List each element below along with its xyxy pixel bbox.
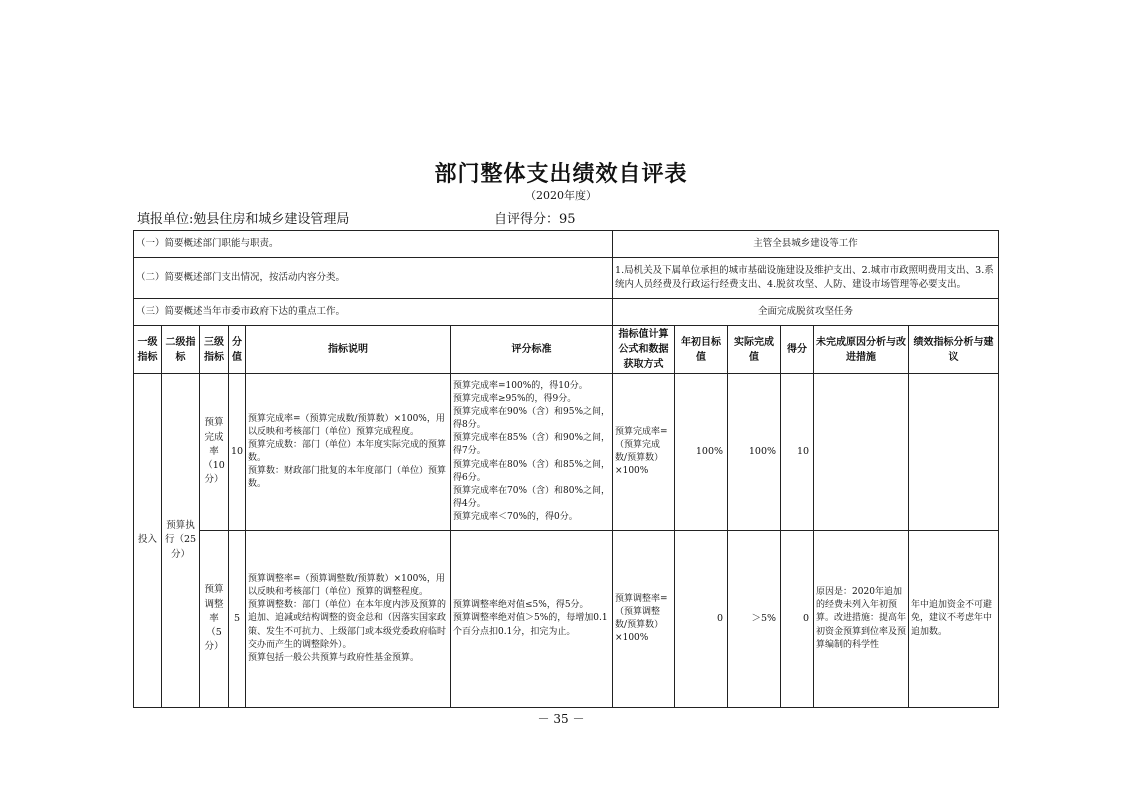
actual-cell: ＞5% [728,531,781,708]
criteria-cell: 预算完成率=100%的，得10分。 预算完成率≥95%的，得9分。 预算完成率在90%（含）和95%之间，得8分。 预算完成率在85%（含）和90%之间，得7分。 预算完成率在80%（含）和85%之间，得6分。 预算完成率在70%（含）和80%之间，得4分。 预算完成率＜70%的，得0分。 [451,374,613,531]
target-cell: 100% [675,374,728,531]
header-reason: 未完成原因分析与改进措施 [814,326,909,374]
header-criteria: 评分标准 [451,326,613,374]
formula-cell: 预算完成率=（预算完成数/预算数）×100% [613,374,675,531]
header-formula: 指标值计算公式和数据获取方式 [613,326,675,374]
page-subtitle: （2020年度） [525,189,597,202]
duty-label: （一）简要概述部门职能与职责。 [134,231,613,258]
reason-cell [814,374,909,531]
weight-cell: 5 [229,531,246,708]
evaluation-table [133,230,999,708]
desc-cell: 预算调整率=（预算调整数/预算数）×100%，用以反映和考核部门（单位）预算的调整程度。 预算调整数：部门（单位）在本年度内涉及预算的追加、追减或结构调整的资金总和（因落实国家政策、发生不可抗力、上级部门或本级党委政府临时交办而产生的调整除外）。 预算包括一般公共预算与政府性基金预算。 [246,531,451,708]
fill-unit: 填报单位:勉县住房和城乡建设管理局 [137,212,350,227]
header-level2: 二级指标 [162,326,200,374]
duty-value: 主管全县城乡建设等工作 [613,231,999,258]
table-row [134,231,999,258]
level3-cell: 预算完成率（10分） [200,374,229,531]
header-advice: 绩效指标分析与建议 [909,326,999,374]
page-title: 部门整体支出绩效自评表 [434,161,688,187]
actual-cell: 100% [728,374,781,531]
header-score: 得分 [781,326,814,374]
score-cell: 10 [781,374,814,531]
level2-cell: 预算执行（25分） [162,374,200,708]
table-header-row [134,326,999,374]
table-row [134,299,999,326]
level3-cell: 预算调整率（5分） [200,531,229,708]
criteria-cell: 预算调整率绝对值≤5%，得5分。 预算调整率绝对值＞5%的，每增加0.1个百分点扣0.1分，扣完为止。 [451,531,613,708]
page-number: － 35 － [537,712,585,726]
advice-cell: 年中追加资金不可避免，建议不考虑年中追加数。 [909,531,999,708]
table-row [134,374,999,531]
header-level1: 一级指标 [134,326,162,374]
formula-cell: 预算调整率=（预算调整数/预算数）×100% [613,531,675,708]
key-work-value: 全面完成脱贫攻坚任务 [613,299,999,326]
header-target: 年初目标值 [675,326,728,374]
target-cell: 0 [675,531,728,708]
header-level3: 三级指标 [200,326,229,374]
reason-cell: 原因是：2020年追加的经费未列入年初预算。改进措施：提高年初资金预算到位率及预算编制的科学性 [814,531,909,708]
header-desc: 指标说明 [246,326,451,374]
table-row [134,531,999,708]
score-cell: 0 [781,531,814,708]
weight-cell: 10 [229,374,246,531]
expense-value: 1.局机关及下属单位承担的城市基础设施建设及维护支出、2.城市市政照明费用支出、3.系统内人员经费及行政运行经费支出、4.脱贫攻坚、人防、建设市场管理等必要支出。 [613,258,999,299]
desc-cell: 预算完成率=（预算完成数/预算数）×100%，用以反映和考核部门（单位）预算完成程度。 预算完成数：部门（单位）本年度实际完成的预算数。 预算数：财政部门批复的本年度部门（单位）预算数。 [246,374,451,531]
self-score: 自评得分：95 [494,212,576,227]
header-weight: 分值 [229,326,246,374]
expense-label: （二）简要概述部门支出情况，按活动内容分类。 [134,258,613,299]
level1-cell: 投入 [134,374,162,708]
advice-cell [909,374,999,531]
table-row [134,258,999,299]
header-actual: 实际完成值 [728,326,781,374]
key-work-label: （三）简要概述当年市委市政府下达的重点工作。 [134,299,613,326]
